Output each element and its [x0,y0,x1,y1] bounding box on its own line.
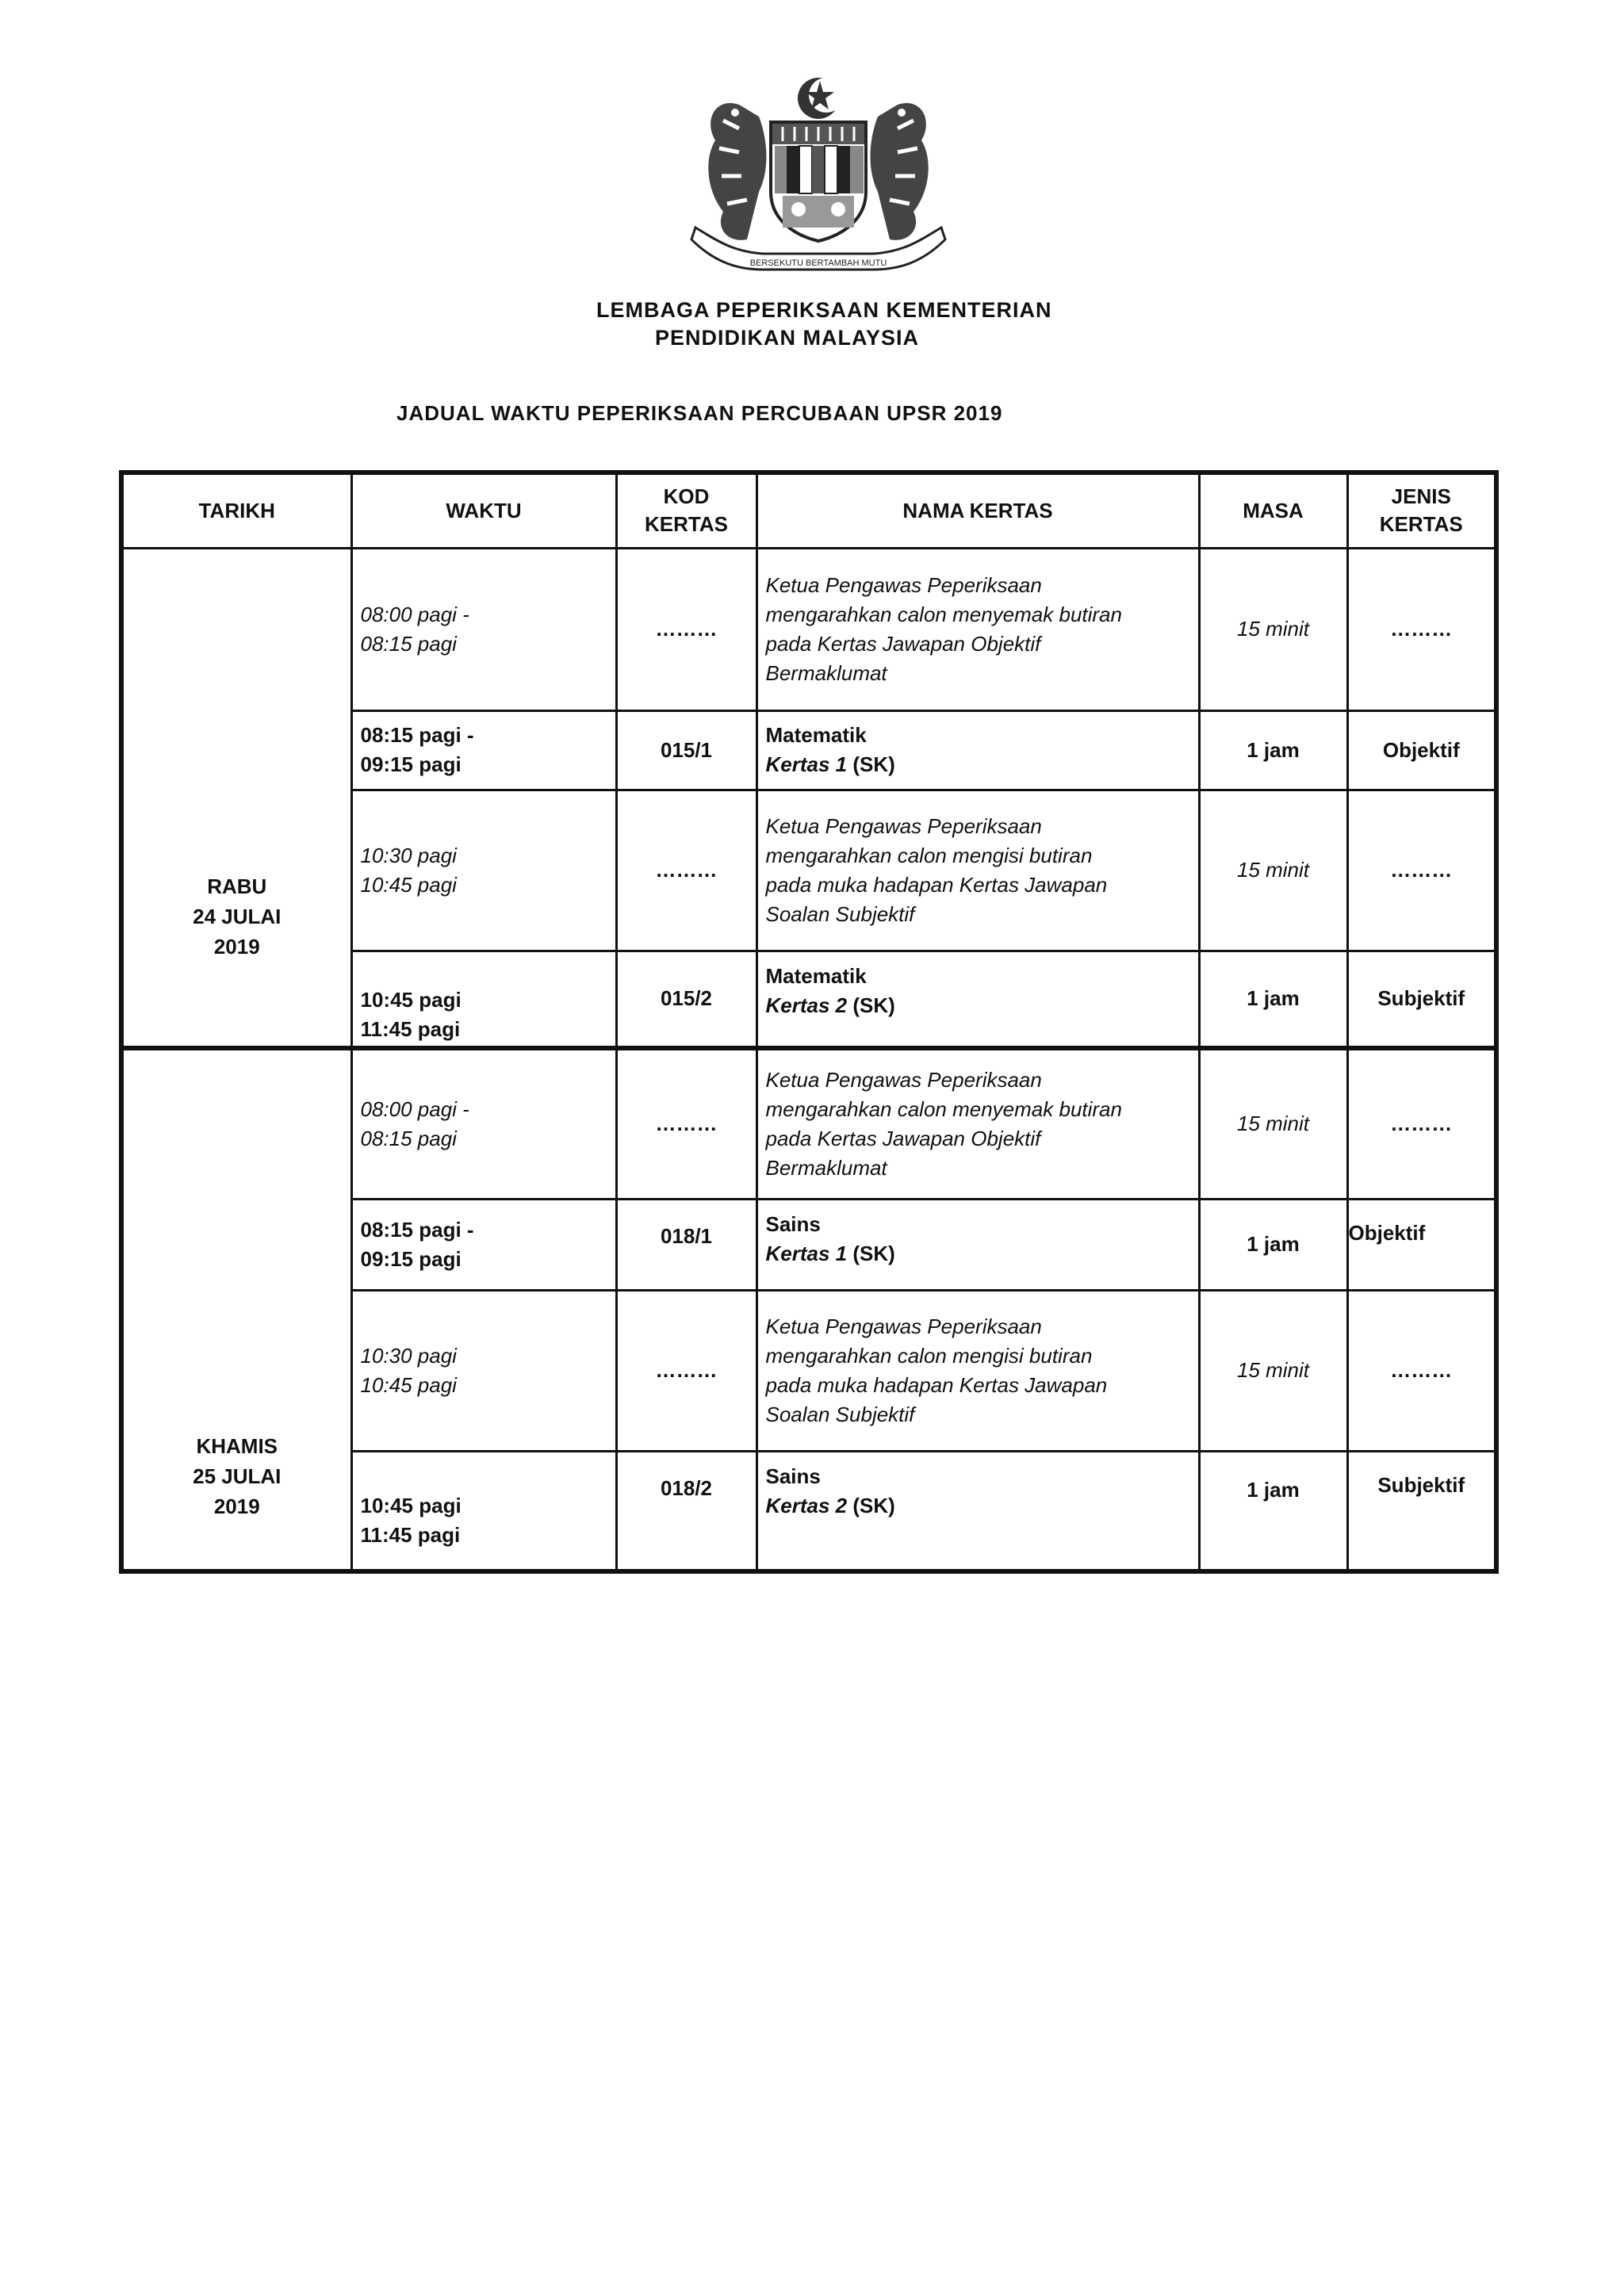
kod-cell: ……… [616,548,756,710]
kod-cell: ……… [616,790,756,951]
date-label: 24 JULAI [193,904,282,928]
right-tiger-icon [871,103,929,240]
nama-line: mengarahkan calon mengisi butiran [765,1343,1093,1368]
subject-name: Matematik [765,723,867,747]
time-cell [351,548,616,710]
masa-cell: 1 jam [1199,1451,1347,1571]
coat-of-arms-crest [684,73,953,283]
jenis-cell: Subjektif [1347,1451,1496,1571]
date-cell-rabu [121,548,351,1048]
kod-cell: 018/1 [616,1199,756,1290]
time-cell [351,1048,616,1199]
paper-number: Kertas 2 [765,1493,848,1517]
nama-line: pada muka hadapan Kertas Jawapan [765,1372,1108,1397]
time-start: 08:15 pagi - [360,1217,474,1242]
table-row [121,1048,1496,1199]
nama-kertas-cell [756,1048,1199,1199]
time-start: 10:30 pagi [360,843,457,867]
col-header-jenis-line2: KERTAS [1379,512,1463,537]
time-cell [351,951,616,1048]
nama-kertas-cell [756,1451,1199,1571]
time-cell [351,1290,616,1451]
subject-name: Sains [765,1464,821,1488]
time-end: 09:15 pagi [360,1246,462,1271]
jenis-cell: Objektif [1347,1199,1496,1290]
table-row [121,548,1496,710]
organization-name-line2: PENDIDIKAN MALAYSIA [655,326,920,350]
day-label: KHAMIS [196,1434,278,1458]
jenis-cell: ……… [1347,548,1496,710]
jenis-cell: ……… [1347,1048,1496,1199]
nama-kertas-cell [756,790,1199,951]
kod-cell: ……… [616,1048,756,1199]
jenis-cell: Subjektif [1347,951,1496,1048]
time-end: 08:15 pagi [360,631,457,656]
masa-cell: 1 jam [1199,951,1347,1048]
paper-number: Kertas 1 [765,752,848,776]
nama-kertas-cell [756,548,1199,710]
time-end: 09:15 pagi [360,752,462,776]
masa-cell: 15 minit [1199,1048,1347,1199]
crescent-star-icon [798,78,844,119]
time-start: 10:45 pagi [360,987,462,1012]
nama-kertas-cell [756,951,1199,1048]
nama-kertas-cell [756,1199,1199,1290]
masa-cell: 15 minit [1199,790,1347,951]
col-header-jenis-kertas [1347,473,1496,548]
col-header-waktu: WAKTU [351,473,616,548]
time-start: 08:00 pagi - [360,602,469,626]
paper-number: Kertas 1 [765,1241,848,1265]
subject-name: Matematik [765,963,867,988]
nama-line: Ketua Pengawas Peperiksaan [765,1067,1042,1092]
nama-line: mengarahkan calon mengisi butiran [765,843,1093,867]
time-end: 08:15 pagi [360,1126,457,1150]
shield-icon [771,122,866,241]
day-label: RABU [207,874,267,898]
col-header-masa: MASA [1199,473,1347,548]
kod-cell: 018/2 [616,1451,756,1571]
masa-cell: 15 minit [1199,548,1347,710]
paper-number: Kertas 2 [765,993,848,1017]
date-label: 25 JULAI [193,1464,282,1488]
nama-kertas-cell [756,710,1199,790]
time-start: 10:30 pagi [360,1343,457,1368]
left-tiger-icon [708,103,766,240]
nama-line: mengarahkan calon menyemak butiran [765,602,1122,626]
kod-cell: 015/1 [616,710,756,790]
time-start: 08:15 pagi - [360,723,474,747]
nama-line: Soalan Subjektif [765,901,915,926]
nama-line: mengarahkan calon menyemak butiran [765,1096,1122,1121]
nama-line: Soalan Subjektif [765,1402,915,1426]
document-title: JADUAL WAKTU PEPERIKSAAN PERCUBAAN UPSR 2019 [396,401,1003,425]
masa-cell: 1 jam [1199,1199,1347,1290]
nama-line: pada muka hadapan Kertas Jawapan [765,872,1108,897]
year-label: 2019 [213,934,260,959]
time-start: 08:00 pagi - [360,1096,469,1121]
table-header-row [121,473,1496,548]
svg-text:BERSEKUTU BERTAMBAH MUTU: BERSEKUTU BERTAMBAH MUTU [749,258,887,268]
time-start: 10:45 pagi [360,1493,462,1517]
col-header-nama-kertas: NAMA KERTAS [756,473,1199,548]
col-header-kod-line1: KOD [663,484,710,509]
time-end: 10:45 pagi [360,1372,457,1397]
col-header-kod-kertas [616,473,756,548]
masa-cell: 15 minit [1199,1290,1347,1451]
paper-type: (SK) [847,993,895,1017]
time-end: 10:45 pagi [360,872,457,897]
col-header-tarikh: TARIKH [121,473,351,548]
kod-cell: 015/2 [616,951,756,1048]
paper-type: (SK) [847,1493,895,1517]
paper-type: (SK) [847,1241,895,1265]
paper-type: (SK) [847,752,895,776]
time-end: 11:45 pagi [360,1522,461,1547]
time-cell [351,790,616,951]
nama-line: Ketua Pengawas Peperiksaan [765,813,1042,838]
nama-line: Bermaklumat [765,1155,887,1180]
nama-line: pada Kertas Jawapan Objektif [765,631,1041,656]
jenis-cell: ……… [1347,1290,1496,1451]
nama-line: pada Kertas Jawapan Objektif [765,1126,1041,1150]
jenis-cell: Objektif [1347,710,1496,790]
date-cell-khamis [121,1048,351,1571]
col-header-jenis-line1: JENIS [1391,484,1451,509]
time-cell [351,710,616,790]
time-cell [351,1199,616,1290]
kod-cell: ……… [616,1290,756,1451]
nama-line: Ketua Pengawas Peperiksaan [765,572,1042,597]
time-end: 11:45 pagi [360,1016,461,1041]
jenis-cell: ……… [1347,790,1496,951]
masa-cell: 1 jam [1199,710,1347,790]
organization-name-line1: LEMBAGA PEPERIKSAAN KEMENTERIAN [596,298,1052,322]
nama-kertas-cell [756,1290,1199,1451]
exam-schedule-table [119,470,1499,1574]
year-label: 2019 [213,1494,260,1518]
time-cell [351,1451,616,1571]
subject-name: Sains [765,1211,821,1236]
col-header-kod-line2: KERTAS [645,512,728,537]
nama-line: Ketua Pengawas Peperiksaan [765,1314,1042,1338]
nama-line: Bermaklumat [765,660,887,685]
